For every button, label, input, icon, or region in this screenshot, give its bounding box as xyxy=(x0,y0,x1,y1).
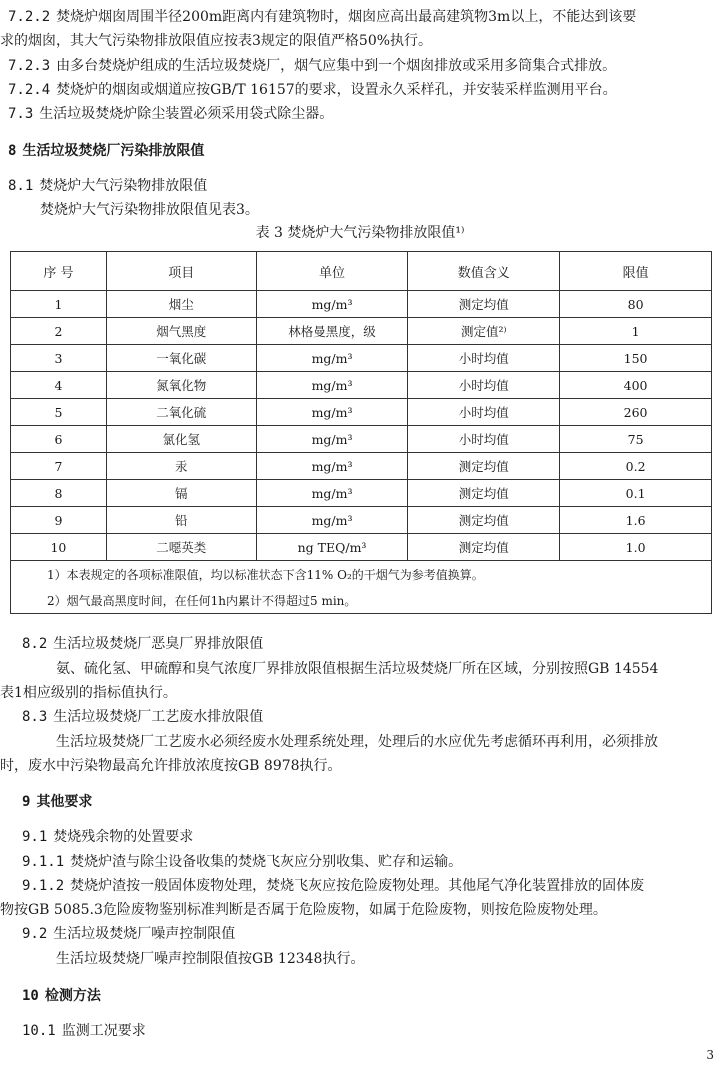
cell: mg/m³ xyxy=(256,345,408,372)
table-note: 1）本表规定的各项标准限值，均以标准状态下含11% O₂的干烟气为参考值换算。 xyxy=(11,561,712,588)
cell: 小时均值 xyxy=(408,345,560,372)
clause-9-2: 9.2 生活垃圾焚烧厂噪声控制限值 xyxy=(22,926,236,942)
table-row xyxy=(11,534,712,561)
cell: 1.0 xyxy=(560,534,712,561)
cell: 2 xyxy=(11,318,107,345)
cell: 1 xyxy=(560,318,712,345)
cell: 测定均值 xyxy=(408,480,560,507)
table-row xyxy=(11,291,712,318)
cell: mg/m³ xyxy=(256,507,408,534)
cell: ng TEQ/m³ xyxy=(256,534,408,561)
cell: 小时均值 xyxy=(408,399,560,426)
cell: 二噁英类 xyxy=(106,534,256,561)
clause-7-2-3: 7.2.3 由多台焚烧炉组成的生活垃圾焚烧厂，烟气应集中到一个烟囱排放或采用多筒集合式排放。 xyxy=(8,58,617,74)
cell: 8 xyxy=(11,480,107,507)
cell: 小时均值 xyxy=(408,426,560,453)
header-cell: 序 号 xyxy=(11,252,107,291)
table-row xyxy=(11,318,712,345)
clause-7-2-2-cont: 求的烟囱，其大气污染物排放限值应按表3规定的限值严格50%执行。 xyxy=(0,33,433,49)
clause-8-3-body: 生活垃圾焚烧厂工艺废水必须经废水处理系统处理，处理后的水应优先考虑循环再利用，必须排放 xyxy=(56,734,658,750)
cell: 一氧化碳 xyxy=(106,345,256,372)
header-cell: 项目 xyxy=(106,252,256,291)
clause-8-2-body-cont: 表1相应级别的指标值执行。 xyxy=(0,685,177,701)
cell: 测定均值 xyxy=(408,534,560,561)
table-row xyxy=(11,399,712,426)
table-note-row xyxy=(11,561,712,588)
cell: 氮氧化物 xyxy=(106,372,256,399)
section-10-heading: 10 检测方法 xyxy=(22,988,101,1004)
header-cell: 限值 xyxy=(560,252,712,291)
section-9-heading: 9 其他要求 xyxy=(22,794,93,810)
clause-9-2-body: 生活垃圾焚烧厂噪声控制限值按GB 12348执行。 xyxy=(56,951,365,967)
clause-8-1-body: 焚烧炉大气污染物排放限值见表3。 xyxy=(40,202,259,218)
section-8-heading: 8 生活垃圾焚烧厂污染排放限值 xyxy=(8,143,205,159)
cell: mg/m³ xyxy=(256,453,408,480)
cell: 二氧化硫 xyxy=(106,399,256,426)
emission-limits-table xyxy=(10,251,712,614)
clause-8-3: 8.3 生活垃圾焚烧厂工艺废水排放限值 xyxy=(22,709,264,725)
cell: 3 xyxy=(11,345,107,372)
cell: 9 xyxy=(11,507,107,534)
table-row xyxy=(11,480,712,507)
cell: 汞 xyxy=(106,453,256,480)
cell: 80 xyxy=(560,291,712,318)
cell: mg/m³ xyxy=(256,291,408,318)
clause-8-1: 8.1 焚烧炉大气污染物排放限值 xyxy=(8,178,208,194)
clause-9-1-2: 9.1.2 焚烧炉渣按一般固体废物处理，焚烧飞灰应按危险废物处理。其他尾气净化装置排放的固体废 xyxy=(22,878,645,894)
table-row xyxy=(11,345,712,372)
clause-10-1: 10.1 监测工况要求 xyxy=(22,1023,146,1039)
clause-8-2-body: 氨、硫化氢、甲硫醇和臭气浓度厂界排放限值根据生活垃圾焚烧厂所在区域，分别按照GB 14554 xyxy=(56,661,659,677)
table-row xyxy=(11,372,712,399)
cell: 6 xyxy=(11,426,107,453)
cell: 镉 xyxy=(106,480,256,507)
cell: 测定均值 xyxy=(408,507,560,534)
clause-9-1-2-cont: 物按GB 5085.3危险废物鉴别标准判断是否属于危险废物，如属于危险废物，则按危险废物处理。 xyxy=(0,902,607,918)
cell: 0.2 xyxy=(560,453,712,480)
cell: 铅 xyxy=(106,507,256,534)
cell: 烟尘 xyxy=(106,291,256,318)
page-number: 3 xyxy=(706,1048,714,1062)
cell: 10 xyxy=(11,534,107,561)
clause-7-3: 7.3 生活垃圾焚烧炉除尘装置必须采用袋式除尘器。 xyxy=(8,106,334,122)
clause-9-1-1: 9.1.1 焚烧炉渣与除尘设备收集的焚烧飞灰应分别收集、贮存和运输。 xyxy=(22,854,463,870)
table-header-row xyxy=(11,252,712,291)
clause-9-1: 9.1 焚烧残余物的处置要求 xyxy=(22,829,194,845)
cell: 氯化氢 xyxy=(106,426,256,453)
cell: mg/m³ xyxy=(256,399,408,426)
clause-8-3-body-cont: 时，废水中污染物最高允许排放浓度按GB 8978执行。 xyxy=(0,758,342,774)
clause-7-2-4: 7.2.4 焚烧炉的烟囱或烟道应按GB/T 16157的要求，设置永久采样孔，并安装采样监测用平台。 xyxy=(8,82,617,98)
clause-8-2: 8.2 生活垃圾焚烧厂恶臭厂界排放限值 xyxy=(22,636,264,652)
cell: 4 xyxy=(11,372,107,399)
cell: 烟气黑度 xyxy=(106,318,256,345)
cell: 5 xyxy=(11,399,107,426)
cell: 1 xyxy=(11,291,107,318)
table-row xyxy=(11,453,712,480)
table-row xyxy=(11,426,712,453)
header-cell: 单位 xyxy=(256,252,408,291)
cell: 1.6 xyxy=(560,507,712,534)
cell: 测定均值 xyxy=(408,291,560,318)
cell: mg/m³ xyxy=(256,426,408,453)
cell: mg/m³ xyxy=(256,372,408,399)
table-note: 2）烟气最高黑度时间，在任何1h内累计不得超过5 min。 xyxy=(11,587,712,614)
clause-7-2-2: 7.2.2 焚烧炉烟囱周围半径200m距离内有建筑物时，烟囱应高出最高建筑物3m以上，不能达到该要 xyxy=(8,9,637,25)
cell: 150 xyxy=(560,345,712,372)
cell: 260 xyxy=(560,399,712,426)
cell: 小时均值 xyxy=(408,372,560,399)
table-caption: 表 3 焚烧炉大气污染物排放限值¹⁾ xyxy=(255,225,465,241)
cell: 400 xyxy=(560,372,712,399)
cell: 测定均值 xyxy=(408,453,560,480)
header-cell: 数值含义 xyxy=(408,252,560,291)
cell: mg/m³ xyxy=(256,480,408,507)
cell: 0.1 xyxy=(560,480,712,507)
table-row xyxy=(11,507,712,534)
table-note-row xyxy=(11,587,712,614)
cell: 林格曼黑度，级 xyxy=(256,318,408,345)
cell: 75 xyxy=(560,426,712,453)
cell: 测定值²⁾ xyxy=(408,318,560,345)
cell: 7 xyxy=(11,453,107,480)
